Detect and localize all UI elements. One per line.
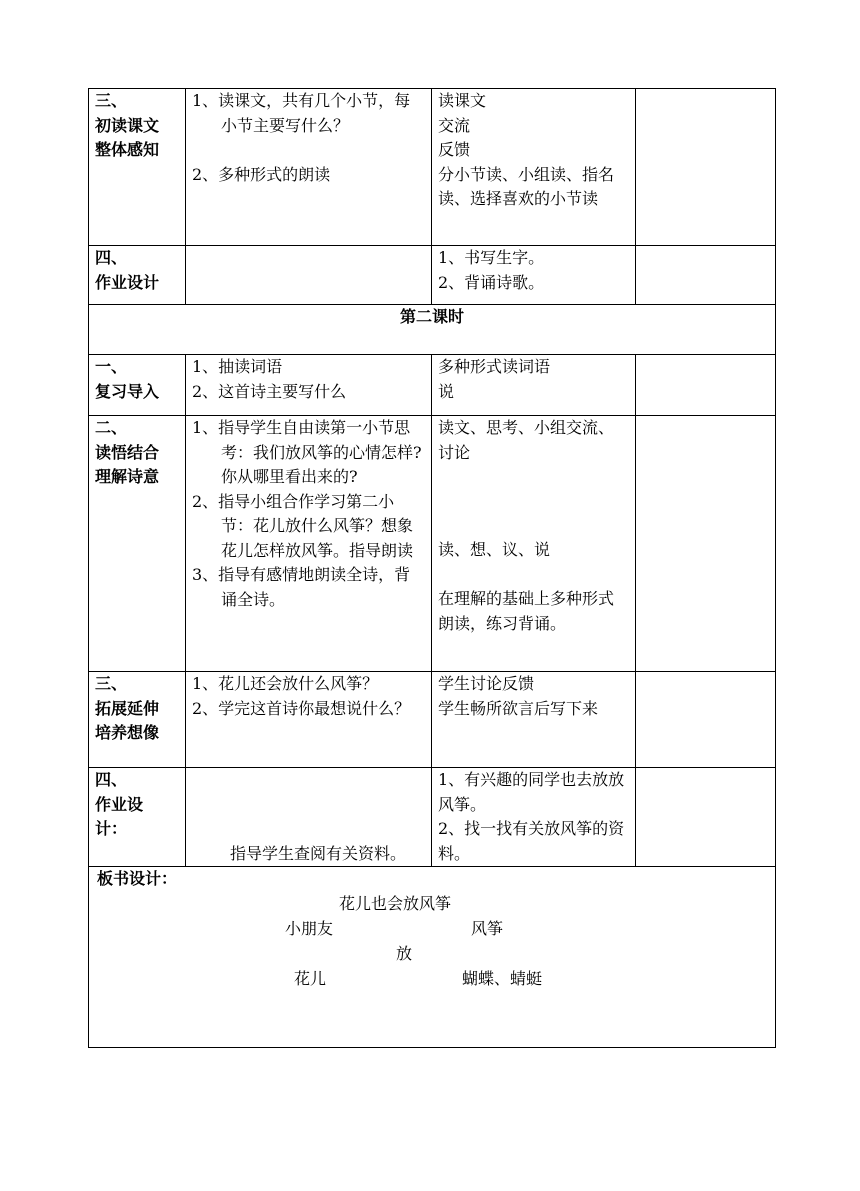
student-activity: 在理解的基础上多种形式朗读，练习背诵。 bbox=[438, 589, 615, 633]
teacher-activity: 1、读课文，共有几个小节，每小节主要写什么？ bbox=[192, 91, 411, 135]
table-row bbox=[89, 672, 776, 768]
table-row bbox=[89, 89, 776, 246]
student-cell bbox=[432, 672, 636, 768]
stage-cell bbox=[89, 416, 186, 672]
table-row bbox=[89, 355, 776, 416]
student-activity: 说 bbox=[438, 381, 455, 401]
student-cell bbox=[432, 416, 636, 672]
stage-number: 二、 bbox=[95, 418, 128, 437]
student-cell bbox=[432, 246, 636, 305]
stage-cell bbox=[89, 355, 186, 416]
student-cell bbox=[432, 768, 636, 867]
board-center: 放 bbox=[396, 943, 413, 963]
notes-cell bbox=[636, 355, 776, 416]
notes-cell bbox=[636, 672, 776, 768]
stage-title: 作业设 bbox=[95, 794, 144, 814]
student-activity: 读文、思考、小组交流、讨论 bbox=[438, 418, 615, 462]
stage-cell bbox=[89, 246, 186, 305]
notes-cell bbox=[636, 768, 776, 867]
stage-cell bbox=[89, 768, 186, 867]
teacher-cell bbox=[186, 416, 432, 672]
teacher-activity: 3、指导有感情地朗读全诗，背诵全诗。 bbox=[192, 565, 411, 609]
board-right-bottom: 蝴蝶、蜻蜓 bbox=[462, 968, 543, 988]
table-row bbox=[89, 768, 776, 867]
student-activity: 交流 bbox=[438, 115, 471, 135]
teacher-cell bbox=[186, 89, 432, 246]
student-activity: 多种形式读词语 bbox=[438, 357, 551, 376]
stage-title: 读悟结合 bbox=[95, 442, 160, 462]
section-title: 第二课时 bbox=[89, 305, 776, 355]
student-cell bbox=[432, 355, 636, 416]
stage-number: 四、 bbox=[95, 248, 128, 267]
board-left-top: 小朋友 bbox=[285, 918, 334, 938]
student-activity: 反馈 bbox=[438, 140, 471, 159]
teacher-activity: 1、指导学生自由读第一小节思考：我们放风筝的心情怎样?你从哪里看出来的? bbox=[192, 418, 422, 486]
teacher-activity: 指导学生查阅有关资料。 bbox=[230, 843, 407, 863]
teacher-activity: 1、抽读词语 bbox=[192, 357, 283, 376]
stage-title: 培养想像 bbox=[95, 723, 160, 742]
lesson-plan-table bbox=[88, 88, 776, 1048]
notes-cell bbox=[636, 416, 776, 672]
student-activity: 学生畅所欲言后写下来 bbox=[438, 698, 599, 718]
student-activity: 1、有兴趣的同学也去放放风筝。 bbox=[438, 770, 625, 814]
student-cell bbox=[432, 89, 636, 246]
stage-cell bbox=[89, 89, 186, 246]
student-activity: 学生讨论反馈 bbox=[438, 674, 535, 693]
stage-cell bbox=[89, 672, 186, 768]
stage-title: 整体感知 bbox=[95, 140, 160, 159]
stage-number: 三、 bbox=[95, 91, 128, 110]
student-activity: 读课文 bbox=[438, 91, 487, 110]
stage-title: 拓展延伸 bbox=[95, 698, 160, 718]
board-title: 花儿也会放风筝 bbox=[339, 893, 452, 913]
stage-title: 理解诗意 bbox=[95, 467, 160, 486]
student-activity: 读、想、议、说 bbox=[438, 540, 551, 559]
teacher-activity: 2、指导小组合作学习第二小节：花儿放什么风筝？想象花儿怎样放风筝。指导朗读 bbox=[192, 491, 414, 560]
stage-number: 一、 bbox=[95, 357, 128, 376]
notes-cell bbox=[636, 89, 776, 246]
teacher-activity: 2、学完这首诗你最想说什么？ bbox=[192, 698, 411, 718]
section-row bbox=[89, 305, 776, 355]
teacher-activity: 2、多种形式的朗读 bbox=[192, 164, 331, 184]
board-design-label: 板书设计： bbox=[97, 869, 178, 888]
teacher-cell bbox=[186, 672, 432, 768]
stage-title: 复习导入 bbox=[95, 381, 160, 401]
teacher-cell bbox=[186, 768, 432, 867]
board-right-top: 风筝 bbox=[471, 918, 504, 938]
stage-number: 四、 bbox=[95, 770, 128, 789]
student-activity: 1、书写生字。 bbox=[438, 248, 545, 267]
board-design-content bbox=[97, 892, 769, 1047]
student-activity: 2、找一找有关放风筝的资料。 bbox=[438, 819, 625, 863]
stage-number: 三、 bbox=[95, 674, 128, 693]
table-row bbox=[89, 416, 776, 672]
teacher-cell bbox=[186, 246, 432, 305]
board-design-cell bbox=[89, 867, 776, 1048]
board-left-bottom: 花儿 bbox=[294, 968, 327, 988]
student-activity: 分小节读、小组读、指名读、选择喜欢的小节读 bbox=[438, 164, 615, 208]
table-row bbox=[89, 246, 776, 305]
teacher-activity: 2、这首诗主要写什么 bbox=[192, 381, 347, 401]
stage-title: 计： bbox=[95, 819, 128, 838]
student-activity: 2、背诵诗歌。 bbox=[438, 272, 545, 292]
stage-title: 作业设计 bbox=[95, 272, 160, 292]
teacher-activity: 1、花儿还会放什么风筝？ bbox=[192, 674, 379, 693]
teacher-cell bbox=[186, 355, 432, 416]
board-design-row bbox=[89, 867, 776, 1048]
notes-cell bbox=[636, 246, 776, 305]
stage-title: 初读课文 bbox=[95, 115, 160, 135]
